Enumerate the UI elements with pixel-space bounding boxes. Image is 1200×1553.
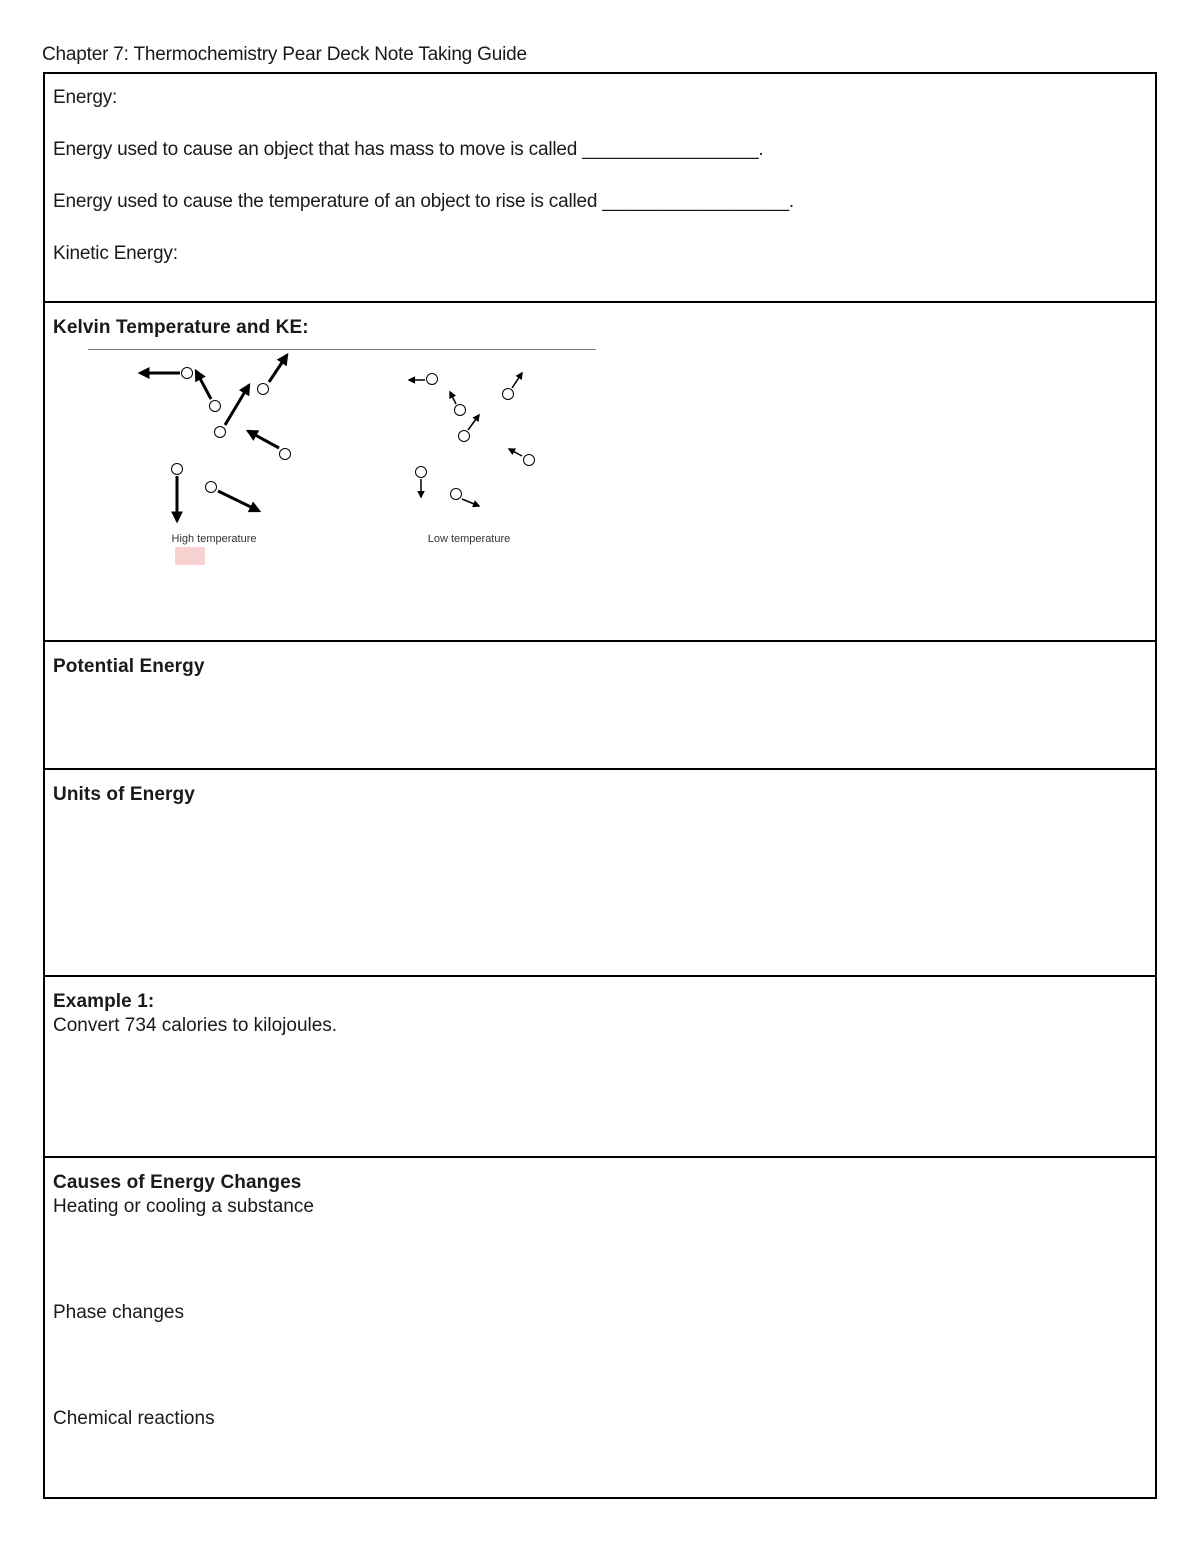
- example-1-prompt: Convert 734 calories to kilojoules.: [53, 1015, 338, 1036]
- low-temperature-molecules: [409, 373, 535, 506]
- kelvin-heading: Kelvin Temperature and KE:: [53, 317, 309, 338]
- example-1-heading: Example 1:: [53, 991, 155, 1012]
- energy-section: [45, 74, 1155, 303]
- high-temperature-molecules: [140, 355, 291, 521]
- high-temperature-caption: High temperature: [171, 533, 257, 545]
- molecular-motion-figure: [82, 349, 602, 581]
- causes-heading: Causes of Energy Changes: [53, 1172, 302, 1193]
- cause-chemical-reactions: Chemical reactions: [53, 1408, 215, 1429]
- example-1-section: [45, 977, 1155, 1158]
- thermal-definition-question: Energy used to cause the temperature of an object to rise is called __________________.: [53, 191, 795, 212]
- kinetic-energy-label: Kinetic Energy:: [53, 243, 178, 264]
- units-of-energy-section: [45, 770, 1155, 977]
- energy-label: Energy:: [53, 87, 118, 108]
- document-title: Chapter 7: Thermochemistry Pear Deck Note Taking Guide: [42, 44, 527, 65]
- kinetic-definition-question: Energy used to cause an object that has mass to move is called _________________.: [53, 139, 764, 160]
- units-of-energy-heading: Units of Energy: [53, 784, 195, 805]
- note-taking-table: [43, 72, 1157, 1499]
- potential-energy-section: [45, 642, 1155, 770]
- causes-of-energy-changes-section: [45, 1158, 1155, 1497]
- cause-phase-changes: Phase changes: [53, 1302, 184, 1323]
- kelvin-section: [45, 303, 1155, 642]
- cause-heating-cooling: Heating or cooling a substance: [53, 1196, 314, 1217]
- potential-energy-heading: Potential Energy: [53, 656, 205, 677]
- pink-highlight-mark: [175, 547, 205, 565]
- low-temperature-caption: Low temperature: [427, 533, 511, 545]
